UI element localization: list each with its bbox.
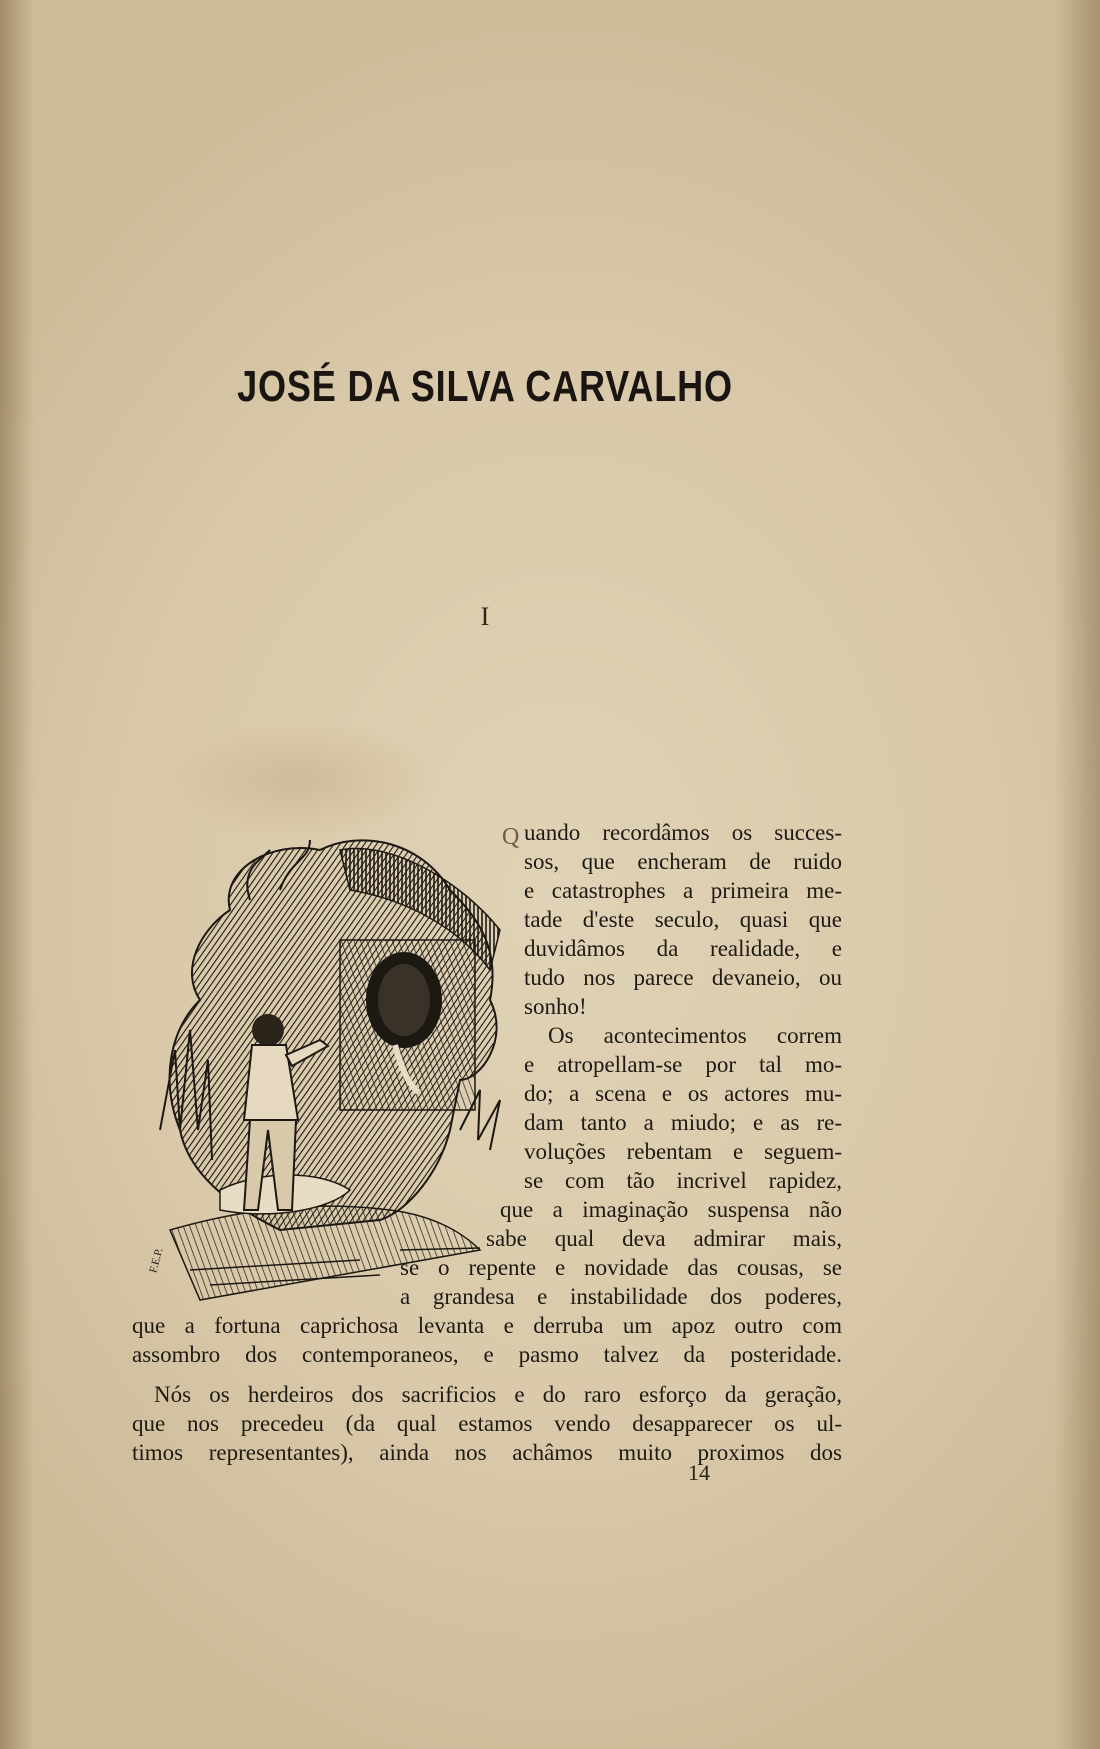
text-line: Nós os herdeiros dos sacrificios e do raro esforço da geração, (154, 1382, 842, 1407)
woodcut-illustration (147, 830, 530, 1310)
text-line: duvidâmos da realidade, e (524, 936, 842, 961)
text-line: se com tão incrivel rapidez, (524, 1168, 842, 1193)
engraver-mark: F.E.P. (147, 1246, 166, 1275)
text-line: assombro dos contemporaneos, e pasmo talvez da posteridade. (132, 1342, 842, 1367)
page-title: JOSÉ DA SILVA CARVALHO (237, 362, 733, 411)
text-line: dam tanto a miudo; e as re- (524, 1110, 842, 1135)
text-line: do; a scena e os actores mu- (524, 1081, 842, 1106)
drop-cap-letter: Q (502, 824, 520, 850)
text-line: timos representantes), ainda nos achâmos muito proximos dos (132, 1440, 842, 1465)
text-line: e catastrophes a primeira me- (524, 878, 842, 903)
text-line: que nos precedeu (da qual estamos vendo desapparecer os ul- (132, 1411, 842, 1436)
text-line: sos, que encheram de ruido (524, 849, 842, 874)
text-line: e atropellam-se por tal mo- (524, 1052, 842, 1077)
text-line: voluções rebentam e seguem- (524, 1139, 842, 1164)
text-line: a grandesa e instabilidade dos poderes, (400, 1284, 842, 1309)
text-line: que a fortuna caprichosa levanta e derruba um apoz outro com (132, 1313, 842, 1338)
text-line: tade d'este seculo, quasi que (524, 907, 842, 932)
page-number: 14 (688, 1460, 710, 1485)
text-line: sabe qual deva admirar mais, (486, 1226, 842, 1251)
text-line: tudo nos parece devaneio, ou (524, 965, 842, 990)
text-line: uando recordâmos os succes- (524, 820, 842, 845)
text-line: se o repente e novidade das cousas, se (400, 1255, 842, 1280)
text-line: que a imaginação suspensa não (500, 1197, 842, 1222)
text-line: sonho! (524, 994, 587, 1019)
text-line: Os acontecimentos correm (548, 1023, 842, 1048)
chapter-number: I (480, 602, 490, 631)
